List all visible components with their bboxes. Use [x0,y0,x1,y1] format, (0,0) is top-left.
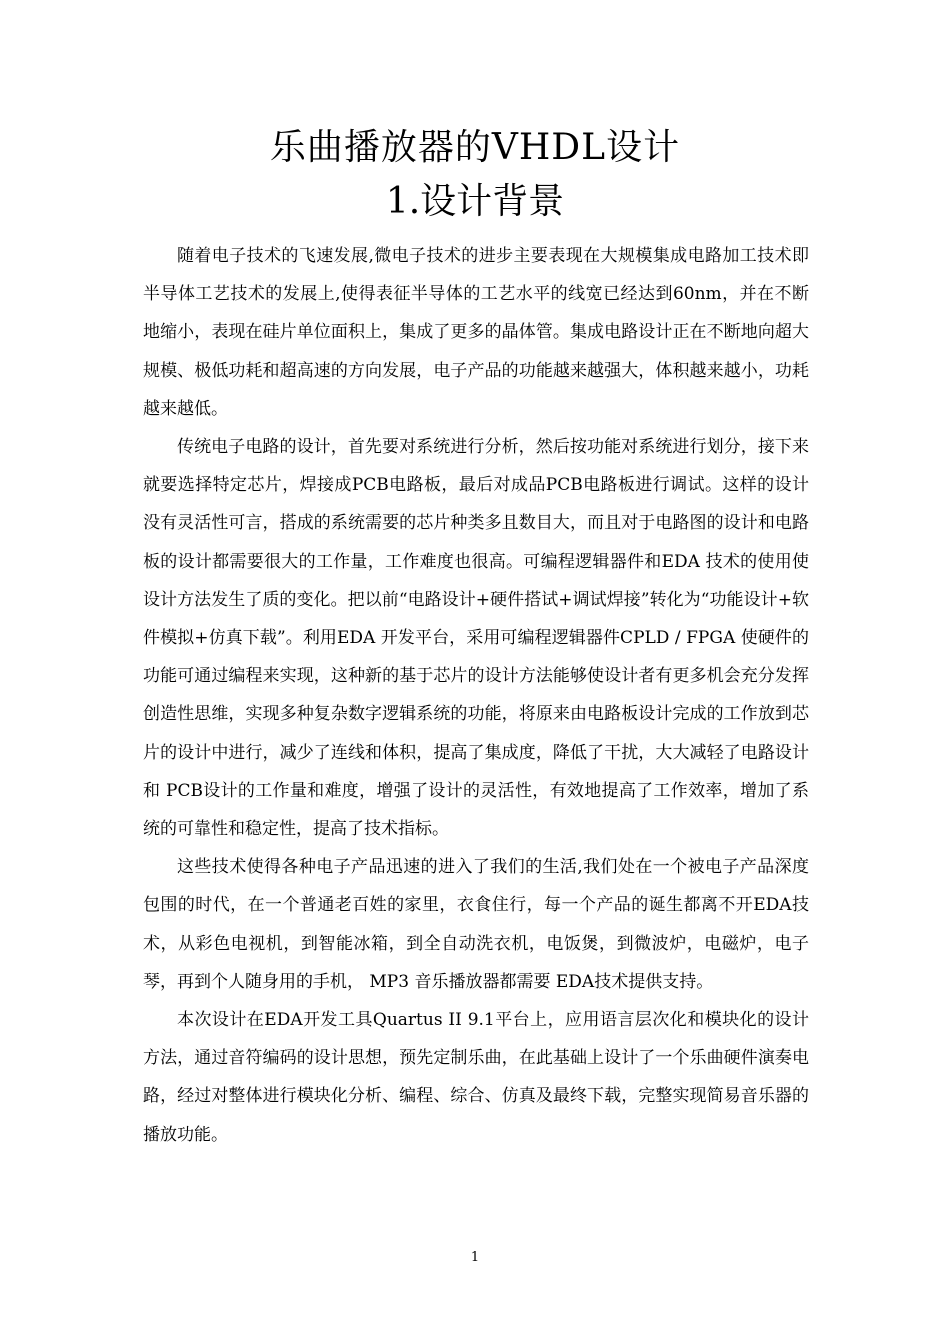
section-heading: 1.设计背景 [385,181,565,222]
document-title: 乐曲播放器的VHDL设计 [269,127,681,168]
page-number: 1 [470,1250,480,1265]
paragraph-3: 这些技术使得各种电子产品迅速的进入了我们的生活,我们处在一个被电子产品深度包围的时代，在一个普通老百姓的家里，衣食住行，每一个产品的诞生都离不开EDA技术，从彩色电视机，到智能冰箱，到全自动洗衣机，电饭煲，到微波炉，电磁炉，电子琴，再到个人随身用的手机， MP3 音乐播放器都需要 EDA技术提供支持。 [143,857,809,992]
paragraph-1: 随着电子技术的飞速发展,微电子技术的进步主要表现在大规模集成电路加工技术即半导体工艺技术的发展上,使得表征半导体的工艺水平的线宽已经达到60nm，并在不断地缩小，表现在硅片单位面积上，集成了更多的晶体管。集成电路设计正在不断地向超大规模、极低功耗和超高速的方向发展，电子产品的功能越来越强大，体积越来越小，功耗越来越低。 [143,246,809,419]
body-text [143,237,809,1154]
paragraph-4: 本次设计在EDA开发工具Quartus II 9.1平台上，应用语言层次化和模块化的设计方法，通过音符编码的设计思想，预先定制乐曲，在此基础上设计了一个乐曲硬件演奏电路，经过对整体进行模块化分析、编程、综合、仿真及最终下载，完整实现简易音乐器的播放功能。 [143,1010,809,1145]
paragraph-2: 传统电子电路的设计，首先要对系统进行分析，然后按功能对系统进行划分，接下来就要选择特定芯片，焊接成PCB电路板，最后对成品PCB电路板进行调试。这样的设计没有灵活性可言，搭成的系统需要的芯片种类多且数目大，而且对于电路图的设计和电路板的设计都需要很大的工作量，工作难度也很高。可编程逻辑器件和EDA 技术的使用使设计方法发生了质的变化。把以前“电路设计+硬件搭试+调试焊接”转化为“功能设计+软件模拟+仿真下载”。利用EDA 开发平台，采用可编程逻辑器件CPLD / FPGA 使硬件的功能可通过编程来实现，这种新的基于芯片的设计方法能够使设计者有更多机会充分发挥创造性思维，实现多种复杂数字逻辑系统的功能，将原来由电路板设计完成的工作放到芯片的设计中进行，减少了连线和体积，提高了集成度，降低了干扰，大大减轻了电路设计和 PCB设计的工作量和难度，增强了设计的灵活性，有效地提高了工作效率，增加了系统的可靠性和稳定性，提高了技术指标。 [143,437,809,840]
